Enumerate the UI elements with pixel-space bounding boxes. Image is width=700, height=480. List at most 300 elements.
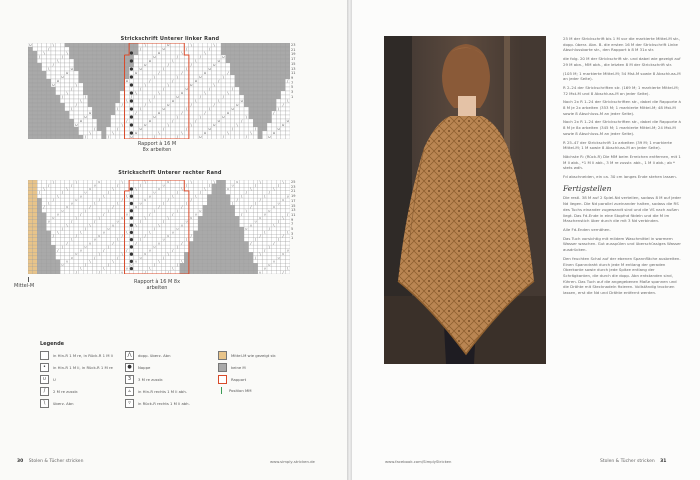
chart-cell [235, 205, 240, 209]
chart-cell [203, 135, 208, 139]
chart-cell [212, 234, 217, 238]
right-website: www.facebook.com/SimplyStricken [385, 459, 452, 464]
chart-cell [239, 223, 244, 227]
chart-cell [166, 241, 171, 245]
chart-cell [212, 223, 217, 227]
stitch-symbol: ∪ [88, 111, 92, 116]
chart-cell [216, 249, 221, 253]
chart-cell [42, 75, 47, 79]
chart-cell [42, 267, 47, 271]
chart-cell [226, 79, 231, 83]
chart-cell [79, 63, 84, 67]
chart-cell [102, 198, 107, 202]
stitch-symbol: ∪ [185, 87, 188, 92]
chart-cell [221, 198, 226, 202]
chart-cell [258, 223, 263, 227]
chart-cell [258, 103, 263, 107]
stitch-symbol: \ [57, 59, 59, 64]
chart-cell [65, 227, 70, 231]
stitch-symbol: / [222, 135, 224, 139]
chart-cell [235, 71, 240, 75]
chart-cell [33, 71, 38, 75]
chart-cell [253, 71, 258, 75]
chart-cell [166, 95, 171, 99]
stitch-symbol: / [112, 205, 114, 210]
stitch-symbol: \ [57, 230, 59, 235]
chart-cell [244, 47, 249, 51]
stitch-symbol: ∪ [148, 119, 152, 124]
stitch-symbol: ∪ [56, 79, 60, 84]
chart-cell [276, 194, 281, 198]
chart-cell [97, 191, 102, 195]
chart-cell [226, 238, 231, 242]
stitch-symbol: / [268, 226, 270, 231]
stitch-symbol: ∪ [212, 63, 216, 68]
chart-cell [285, 252, 290, 256]
chart-cell [157, 249, 162, 253]
stitch-symbol: ∪ [61, 263, 64, 268]
legend-item [40, 375, 56, 384]
stitch-symbol: / [172, 212, 174, 217]
chart-cell [272, 83, 277, 87]
chart-cell [102, 111, 107, 115]
chart-cell [56, 234, 61, 238]
stitch-symbol: \ [287, 230, 289, 235]
chart-cell [148, 220, 153, 224]
chart-cell [180, 75, 185, 79]
stitch-symbol: / [199, 95, 201, 100]
stitch-symbol: / [140, 47, 142, 52]
chart-cell [60, 216, 65, 220]
chart-cell [111, 119, 116, 123]
chart-cell [262, 270, 267, 274]
chart-cell [51, 270, 56, 274]
chart-cell [253, 191, 258, 195]
chart-cell [212, 184, 217, 188]
stitch-symbol: \ [273, 223, 275, 228]
chart-cell [37, 180, 42, 184]
chart-cell [69, 79, 74, 83]
chart-cell [120, 184, 125, 188]
stitch-symbol: ∪ [153, 190, 156, 195]
chart-cell [157, 198, 162, 202]
chart-cell [212, 213, 217, 217]
chart-cell [203, 267, 208, 271]
stitch-symbol: / [259, 234, 261, 239]
legend-text: in Hin-R 1 M li, in Rück-R 1 M re [53, 365, 113, 370]
chart-cell [37, 103, 42, 107]
chart-cell [120, 131, 125, 135]
chart-cell [46, 234, 51, 238]
chart-cell [60, 135, 65, 139]
chart-cell [212, 47, 217, 51]
chart-cell [212, 241, 217, 245]
chart-cell [258, 55, 263, 59]
chart-cell [106, 267, 111, 271]
chart-cell [281, 241, 286, 245]
chart-cell [46, 95, 51, 99]
chart-cell [69, 213, 74, 217]
chart-cell [281, 79, 286, 83]
stitch-symbol: \ [167, 83, 169, 88]
chart-cell [175, 83, 180, 87]
stitch-symbol: \ [61, 244, 64, 249]
chart-cell [79, 75, 84, 79]
chart-cell [102, 135, 107, 139]
chart-cell [37, 115, 42, 119]
chart-cell [249, 180, 254, 184]
chart-cell [175, 216, 180, 220]
chart-cell [65, 245, 70, 249]
chart-cell [239, 127, 244, 131]
chart-cell [216, 198, 221, 202]
chart-cell [28, 83, 33, 87]
chart-cell [262, 202, 267, 206]
chart-cell [69, 131, 74, 135]
stitch-symbol: / [282, 103, 284, 108]
chart-cell [235, 202, 240, 206]
chart-cell [143, 111, 148, 115]
chart-cell [51, 119, 56, 123]
chart-cell [102, 127, 107, 131]
stitch-symbol: ∪ [176, 95, 179, 100]
chart-cell [46, 71, 51, 75]
chart-cell [143, 184, 148, 188]
stitch-symbol: \ [259, 180, 261, 184]
stitch-symbol: ∪ [258, 270, 262, 274]
chart-cell [180, 245, 185, 249]
chart-cell [115, 267, 120, 271]
chart-cell [138, 194, 143, 198]
stitch-symbol: / [190, 234, 192, 239]
chart-cell [166, 245, 171, 249]
chart-cell [198, 180, 203, 184]
chart-cell [207, 252, 212, 256]
chart-cell [33, 227, 38, 231]
stitch-symbol: ∪ [194, 79, 198, 84]
chart-cell [198, 43, 203, 47]
chart-cell [258, 47, 263, 51]
chart-cell [79, 238, 84, 242]
legend-text: Mittel-M wie gezeigt str. [231, 353, 277, 358]
chart-cell [175, 123, 180, 127]
stitch-symbol: ∪ [268, 208, 271, 213]
chart-cell [272, 249, 277, 253]
chart-cell [262, 111, 267, 115]
chart-cell [221, 194, 226, 198]
chart-cell [138, 260, 143, 264]
legend-symbol: ● [125, 363, 134, 372]
legend-item [218, 351, 276, 360]
chart-cell [272, 55, 277, 59]
chart-cell [97, 202, 102, 206]
chart-cell [276, 270, 281, 274]
chart-cell [51, 75, 56, 79]
chart-cell [226, 99, 231, 103]
chart-cell [276, 67, 281, 71]
chart-cell [198, 123, 203, 127]
chart-cell [198, 198, 203, 202]
stitch-symbol: \ [190, 123, 192, 128]
stitch-symbol: \ [172, 59, 174, 64]
chart-cell [125, 184, 130, 188]
chart-cell [60, 231, 65, 235]
chart-cell [272, 245, 277, 249]
stitch-symbol: \ [213, 43, 215, 48]
chart-cell [120, 245, 125, 249]
chart-cell [33, 205, 38, 209]
chart-cell [166, 220, 171, 224]
chart-cell [65, 198, 70, 202]
chart-cell [161, 263, 166, 267]
chart-cell [106, 79, 111, 83]
chart-cell [235, 51, 240, 55]
chart-cell [143, 227, 148, 231]
stitch-symbol: ∪ [286, 248, 289, 253]
paragraph: R 25–47 der Strickschrift 1x arbeiten (39 M; 1 markierte Mittel-M; 1 M sowie 8 Abschluss-M an jeder Seite). [563, 139, 673, 151]
chart-cell [60, 213, 65, 217]
chart-cell [166, 260, 171, 264]
chart-cell [115, 83, 120, 87]
chart-cell [106, 95, 111, 99]
chart-cell [134, 43, 139, 47]
chart-cell [33, 234, 38, 238]
stitch-symbol: / [259, 197, 261, 202]
chart-cell [189, 245, 194, 249]
chart-cell [262, 127, 267, 131]
chart-cell [115, 67, 120, 71]
chart-cell [198, 184, 203, 188]
chart-cell [221, 47, 226, 51]
chart-cell [56, 241, 61, 245]
chart-cell [276, 223, 281, 227]
chart-cell [175, 59, 180, 63]
chart-cell [42, 131, 47, 135]
chart-cell [92, 223, 97, 227]
chart-cell [170, 91, 175, 95]
chart-cell [88, 180, 93, 184]
chart-cell [189, 131, 194, 135]
chart-cell [249, 43, 254, 47]
chart-cell [189, 187, 194, 191]
chart-cell [60, 63, 65, 67]
chart-cell [267, 99, 272, 103]
chart-cell [161, 270, 166, 274]
chart-cell [125, 252, 130, 256]
chart-cell [56, 103, 61, 107]
chart-cell [281, 191, 286, 195]
chart-cell [175, 103, 180, 107]
chart-cell [60, 99, 65, 103]
stitch-symbol: \ [273, 187, 275, 192]
chart-cell [276, 131, 281, 135]
chart-cell [79, 260, 84, 264]
chart-cell [184, 119, 189, 123]
chart-cell [262, 216, 267, 220]
chart-cell [276, 99, 281, 103]
stitch-symbol: \ [163, 201, 165, 206]
stitch-symbol: / [209, 183, 211, 188]
chart-cell [88, 47, 93, 51]
chart-cell [235, 241, 240, 245]
chart-cell [230, 263, 235, 267]
chart-cell [230, 75, 235, 79]
chart-cell [239, 103, 244, 107]
chart-cell [221, 107, 226, 111]
chart-cell [51, 127, 56, 131]
chart-cell [60, 123, 65, 127]
chart-cell [115, 71, 120, 75]
chart-cell [138, 99, 143, 103]
chart-cell [212, 187, 217, 191]
chart-cell [88, 213, 93, 217]
chart-cell [190, 180, 198, 184]
chart-cell [216, 238, 221, 242]
chart-cell [285, 91, 290, 95]
chart-cell [198, 252, 203, 256]
stitch-symbol: \ [126, 99, 128, 104]
chart-cell [111, 263, 116, 267]
stitch-symbol: / [254, 127, 257, 132]
stitch-symbol: \ [254, 237, 257, 242]
chart-cell [253, 249, 258, 253]
stitch-symbol: / [254, 183, 257, 188]
chart-cell [281, 63, 286, 67]
chart-cell [97, 51, 102, 55]
chart-cell [235, 131, 240, 135]
chart-cell [203, 220, 208, 224]
chart-cell [56, 63, 61, 67]
chart-cell [83, 198, 88, 202]
chart-cell [92, 119, 97, 123]
stitch-symbol: \ [98, 216, 100, 221]
stitch-symbol: / [107, 135, 110, 139]
chart-cell [79, 43, 84, 47]
chart-cell [175, 198, 180, 202]
chart-cell [230, 241, 235, 245]
stitch-symbol: \ [287, 266, 289, 271]
stitch-symbol: / [245, 190, 247, 195]
stitch-symbol: / [153, 135, 156, 139]
chart-cell [115, 75, 120, 79]
stitch-symbol: / [61, 95, 64, 100]
chart-cell [207, 75, 212, 79]
chart-cell [239, 202, 244, 206]
chart-cell [285, 87, 290, 91]
chart1-caption [117, 141, 197, 153]
chart-cell [129, 180, 134, 184]
chart-cell [46, 270, 51, 274]
chart-cell [276, 55, 281, 59]
chart-cell [226, 231, 231, 235]
chart-cell [97, 47, 102, 51]
chart-cell [230, 47, 235, 51]
chart-cell [157, 216, 162, 220]
chart-cell [258, 91, 263, 95]
chart-cell [226, 263, 231, 267]
chart-cell [60, 59, 65, 63]
chart-cell [198, 249, 203, 253]
chart-cell [267, 63, 272, 67]
chart-cell [213, 83, 221, 88]
stitch-symbol: ∪ [70, 255, 73, 260]
chart-cell [166, 263, 171, 267]
chart-cell [111, 43, 116, 47]
chart-cell [33, 111, 38, 115]
stitch-symbol: ∪ [121, 270, 124, 274]
chart-cell [285, 184, 290, 188]
chart-cell [125, 51, 130, 55]
chart-cell [258, 107, 263, 111]
chart-cell [125, 270, 130, 274]
chart-cell [226, 209, 231, 213]
chart-cell [189, 263, 194, 267]
chart-cell [180, 55, 185, 59]
chart-cell [166, 191, 171, 195]
chart-cell [42, 115, 47, 119]
chart-cell [106, 213, 111, 217]
chart-cell [28, 95, 33, 99]
chart-cell [189, 227, 194, 231]
chart-cell [33, 202, 38, 206]
chart-cell [281, 202, 286, 206]
chart-cell [203, 180, 208, 184]
chart-cell [267, 103, 272, 107]
chart-cell [235, 55, 240, 59]
stitch-symbol: ∪ [166, 103, 170, 108]
stitch-symbol: \ [52, 180, 54, 184]
chart-cell [65, 83, 70, 87]
chart-cell [207, 256, 212, 260]
chart-cell [138, 213, 143, 217]
chart-cell [189, 205, 194, 209]
chart-cell [212, 67, 217, 71]
chart-cell [125, 55, 130, 59]
chart-cell [235, 263, 240, 267]
chart-cell [51, 209, 56, 213]
chart-cell [92, 91, 97, 95]
chart-cell [166, 131, 171, 135]
chart-cell [253, 99, 258, 103]
chart-cell [134, 194, 139, 198]
chart-cell [170, 103, 175, 107]
chart-cell [249, 216, 254, 220]
chart-cell [230, 216, 235, 220]
noppe-mark [130, 238, 133, 241]
chart-cell [152, 127, 157, 131]
chart-cell [272, 103, 277, 107]
chart-cell [272, 119, 277, 123]
chart-cell [46, 103, 51, 107]
chart-cell [262, 135, 267, 139]
chart-cell [56, 216, 61, 220]
chart-cell [190, 234, 198, 239]
chart-cell [262, 51, 267, 55]
chart-cell [69, 115, 74, 119]
chart-cell [92, 131, 97, 135]
chart-cell [282, 234, 290, 239]
chart-cell [134, 59, 139, 63]
chart-cell [102, 83, 107, 87]
chart-cell [239, 263, 244, 267]
chart-cell [88, 63, 93, 67]
chart-cell [33, 103, 38, 107]
chart-cell [281, 187, 286, 191]
chart-cell [207, 59, 212, 63]
chart-cell [180, 198, 185, 202]
row-number: 21 [291, 189, 296, 194]
row-number: 23 [291, 43, 296, 47]
